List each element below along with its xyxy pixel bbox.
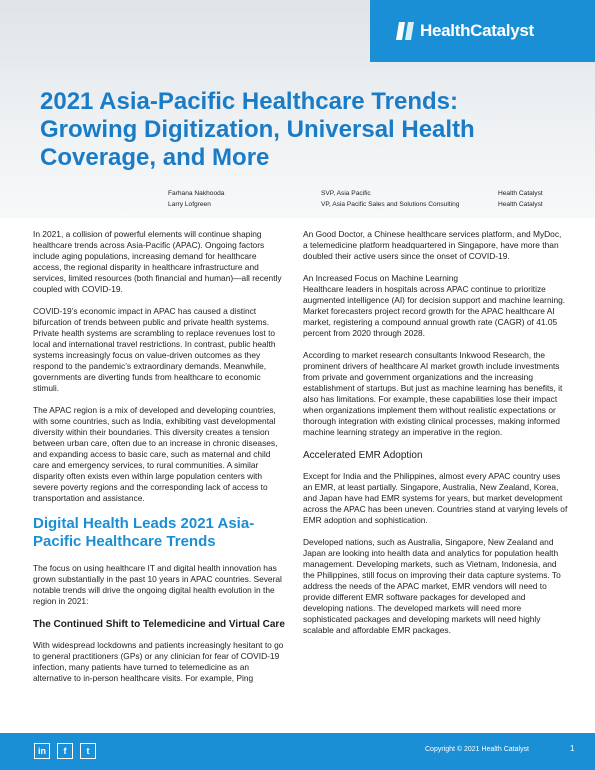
page-title: 2021 Asia-Pacific Healthcare Trends: Growing Digitization, Universal Health Coverage, and More: [40, 88, 475, 171]
author-org: Health Catalyst: [498, 201, 543, 208]
paragraph: Developed nations, such as Australia, Singapore, New Zealand and Japan are looking into health data and analytics for population health management. Developing markets, such as Vietnam, Indonesia, and the Philippines, still focus on improving their data capture systems. To address the needs of the APAC market, EMR vendors will need to provide different EMR software packages for developed and developing nations. The developed markets will need more sophisticated packages and developing markets will need highly scalable and affordable EMR packages.: [303, 537, 561, 635]
paragraph: The focus on using healthcare IT and digital health innovation has grown substantially in the past 10 years in APAC countries. Several notable trends will drive the ongoing digital health evolution in the region in 2021:: [33, 563, 282, 606]
paragraph: According to market research consultants Inkwood Research, the prominent drivers of healthcare AI market growth include investments from private and government organizations and the increasing establishment of startups. But just as machine learning has benefits, it also has limitations. For example, these capabilities lose their impact when organizations implement them without realistic expectations or thorough integration with existing clinical processes, making informed machine learning strategy an imperative in the region.: [303, 350, 563, 437]
paragraph: COVID-19’s economic impact in APAC has caused a distinct bifurcation of trends between public and private health systems. Private health systems are scrambling to replace revenues lost to local and international travel restrictions. In contrast, public health systems increasingly focus on value-driven outcomes as they respond to the pandemic’s extraordinary demands. Meanwhile, governments are diverting funds from healthcare to economic stimuli.: [33, 306, 276, 393]
author-orgs: [498, 188, 588, 210]
facebook-icon[interactable]: f: [57, 743, 73, 759]
author-names: [168, 188, 318, 210]
right-column: [303, 229, 568, 647]
section-heading: Digital Health Leads 2021 Asia-Pacific Healthcare Trends: [33, 515, 255, 550]
author-name: Larry Lofgreen: [168, 201, 211, 208]
paragraph: In 2021, a collision of powerful elements will continue shaping healthcare trends across Asia-Pacific (APAC). Ongoing factors include aging populations, increasing demand for healthcare access, the regional disparity in healthcare infrastructure and services, limited resources (both financial and human)—all recently coupled with COVID-19.: [33, 229, 282, 294]
paragraph: Healthcare leaders in hospitals across APAC continue to prioritize augmented intelligence (AI) for decision support and machine learning. Market forecasters project record growth for the APAC healthcare AI market, registering a compound annual growth rate (CAGR) of 41.05 percent from 2020 through 2028.: [303, 284, 566, 338]
author-role: SVP, Asia Pacific: [321, 190, 371, 197]
paragraph: The APAC region is a mix of developed and developing countries, with some countries, such as India, exhibiting vast developmental diversity within their boundaries. This diversity creates a tension between urban care, often due to an increase in chronic diseases, and expanding access to basic care, such as maternal and child care and emergency services, to rural communities. A similar disparity often exists even within large population centers with severe poverty regions and the corresponding lack of access to transportation and assistance.: [33, 405, 278, 503]
sub-heading: Accelerated EMR Adoption: [303, 450, 423, 461]
author-roles: [321, 188, 491, 210]
sub-heading: An Increased Focus on Machine Learning: [303, 273, 459, 283]
brand-bar: [370, 0, 595, 62]
copyright-text: Copyright © 2021 Health Catalyst: [425, 746, 529, 753]
health-catalyst-logo-icon: [396, 20, 416, 42]
sub-heading: The Continued Shift to Telemedicine and Virtual Care: [33, 619, 285, 630]
brand-name: HealthCatalyst: [420, 21, 534, 40]
author-role: VP, Asia Pacific Sales and Solutions Consulting: [321, 201, 460, 208]
author-name: Farhana Nakhooda: [168, 190, 225, 197]
page-number: 1: [570, 744, 575, 753]
left-column: [33, 229, 286, 695]
linkedin-icon[interactable]: in: [34, 743, 50, 759]
paragraph: Except for India and the Philippines, almost every APAC country uses an EMR, at least partially. Singapore, Australia, New Zealand, Korea, and Japan have had EMR systems for years, but market development across the APAC has been uneven. Countries stand at varying levels of EMR adoption and sophistication.: [303, 471, 568, 525]
footer-bar: [0, 733, 595, 770]
author-org: Health Catalyst: [498, 190, 543, 197]
paragraph: An Good Doctor, a Chinese healthcare services platform, and MyDoc, a telemedicine platform headquartered in Singapore, have more than doubled their active users since the onset of COVID-19.: [303, 229, 562, 261]
twitter-icon[interactable]: t: [80, 743, 96, 759]
paragraph: With widespread lockdowns and patients increasingly hesitant to go to general practitioners (GPs) or any clinician for fear of COVID-19 infection, many patients have turned to telemedicine as an alternative to in-person healthcare visits. For example, Ping: [33, 640, 284, 683]
